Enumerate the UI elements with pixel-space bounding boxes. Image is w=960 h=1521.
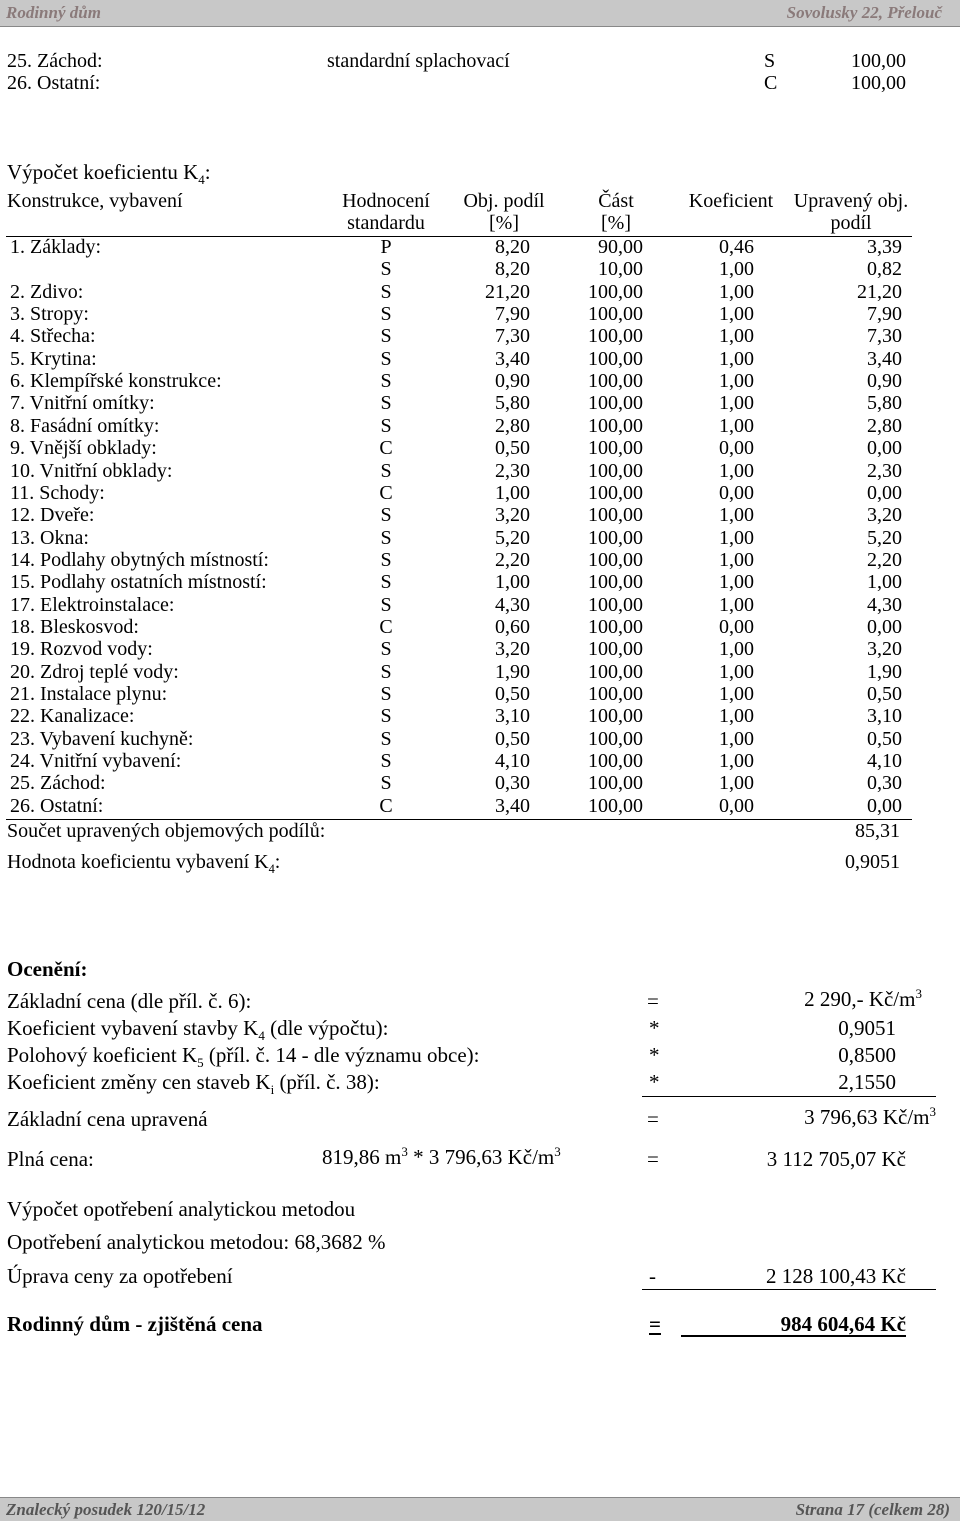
table-row — [0, 325, 960, 347]
page-header — [0, 0, 960, 27]
table-row — [0, 370, 960, 392]
row-rating: S — [380, 593, 392, 616]
row-rating: S — [380, 325, 392, 348]
footer-left: Znalecký posudek 120/15/12 — [6, 1500, 206, 1519]
row-adjusted: 1,00 — [867, 571, 902, 594]
item-grade: C — [764, 72, 778, 94]
row-construction: 8. Fasádní omítky: — [10, 414, 160, 437]
row-share: 3,10 — [495, 705, 530, 728]
final-value: 984 604,64 Kč — [660, 1312, 906, 1337]
item-value: 100,00 — [851, 50, 906, 72]
row-construction: 12. Dveře: — [10, 504, 95, 527]
row-part: 100,00 — [588, 280, 643, 303]
row-adjusted: 0,90 — [867, 370, 902, 393]
adj-value: 3 796,63 $Kč/m^3$ — [804, 1104, 936, 1129]
row-rating: S — [380, 683, 392, 705]
row-adjusted: 0,00 — [867, 481, 902, 504]
row-rating: S — [380, 347, 392, 370]
row-coef: 1,00 — [719, 414, 754, 437]
row-share: 5,80 — [495, 392, 530, 415]
row-construction: 23. Vybavení kuchyně: — [10, 727, 194, 750]
full-op: = — [647, 1147, 659, 1171]
row-construction: 2. Zdivo: — [10, 280, 84, 303]
k4-value: 0,9051 — [838, 1016, 896, 1040]
table-row — [0, 795, 960, 817]
full-value: 3 112 705,07 Kč — [766, 1147, 906, 1171]
row-part: 100,00 — [588, 392, 643, 415]
row-adjusted: 3,39 — [867, 236, 902, 258]
row-part: 100,00 — [588, 325, 643, 348]
table-row — [0, 258, 960, 280]
row-rating: C — [379, 437, 393, 460]
row-share: 3,20 — [495, 638, 530, 661]
sum-label: Součet upravených objemových podílů: — [7, 820, 326, 842]
row-part: 100,00 — [588, 548, 643, 571]
row-adjusted: 1,90 — [867, 660, 902, 683]
footer-right: Strana 17 (celkem 28) — [795, 1500, 950, 1519]
row-rating: S — [380, 638, 392, 661]
row-adjusted: 7,90 — [867, 303, 902, 326]
col-share-2: [%] — [489, 212, 519, 234]
col-coef: Koeficient — [688, 190, 774, 212]
row-adjusted: 5,20 — [867, 526, 902, 549]
wear-adj-label: Úprava ceny za opotřebení — [7, 1264, 233, 1288]
table-row — [0, 415, 960, 437]
ki-value: 2,1550 — [838, 1070, 896, 1094]
row-share: 1,90 — [495, 660, 530, 683]
row-share: 0,50 — [495, 683, 530, 705]
header-left: Rodinný dům — [6, 3, 101, 22]
valuation-title: Ocenění: — [7, 957, 88, 981]
table-row — [0, 705, 960, 727]
row-adjusted: 3,20 — [867, 504, 902, 527]
row-adjusted: 0,00 — [867, 615, 902, 638]
table-row — [0, 348, 960, 370]
col-rating-1: Hodnocení — [342, 190, 430, 212]
row-share: 4,10 — [495, 750, 530, 773]
row-adjusted: 21,20 — [857, 280, 902, 303]
row-adjusted: 0,00 — [867, 437, 902, 460]
ki-label: Koeficient změny cen staveb $K_i$ (příl. č. 38): — [7, 1070, 380, 1098]
row-share: 0,30 — [495, 772, 530, 795]
row-adjusted: 0,00 — [867, 794, 902, 817]
row-rating: S — [380, 392, 392, 415]
row-rating: S — [380, 526, 392, 549]
base-label: Základní cena (dle příl. č. 6): — [7, 989, 252, 1013]
row-coef: 1,00 — [719, 370, 754, 393]
row-construction: 1. Základy: — [10, 236, 102, 258]
row-adjusted: 4,10 — [867, 750, 902, 773]
row-coef: 1,00 — [719, 705, 754, 728]
row-coef: 1,00 — [719, 258, 754, 281]
row-part: 100,00 — [588, 772, 643, 795]
table-row — [0, 571, 960, 593]
row-adjusted: 3,10 — [867, 705, 902, 728]
row-rating: C — [379, 481, 393, 504]
row-adjusted: 0,50 — [867, 727, 902, 750]
row-coef: 1,00 — [719, 660, 754, 683]
row-share: 21,20 — [485, 280, 530, 303]
row-construction: 19. Rozvod vody: — [10, 638, 153, 661]
row-construction: 11. Schody: — [10, 481, 105, 504]
row-coef: 1,00 — [719, 683, 754, 705]
table-row — [0, 504, 960, 526]
row-share: 5,20 — [495, 526, 530, 549]
table-row — [0, 683, 960, 705]
row-coef: 1,00 — [719, 593, 754, 616]
row-part: 100,00 — [588, 750, 643, 773]
col-part-1: Část — [598, 190, 634, 212]
row-coef: 1,00 — [719, 280, 754, 303]
row-coef: 1,00 — [719, 325, 754, 348]
row-share: 0,90 — [495, 370, 530, 393]
coef-value: 0,9051 — [845, 851, 900, 873]
row-coef: 1,00 — [719, 504, 754, 527]
row-part: 100,00 — [588, 660, 643, 683]
item-description: standardní splachovací — [327, 50, 510, 72]
row-coef: 0,00 — [719, 437, 754, 460]
row-construction: 4. Střecha: — [10, 325, 96, 348]
base-value: 2 290,- $Kč/m^3$ — [804, 986, 922, 1011]
k4-op: * — [649, 1016, 660, 1040]
col-part-2: [%] — [601, 212, 631, 234]
row-rating: S — [380, 459, 392, 482]
row-part: 100,00 — [588, 683, 643, 705]
row-construction: 10. Vnitřní obklady: — [10, 459, 173, 482]
row-rating: C — [379, 615, 393, 638]
row-rating: S — [380, 303, 392, 326]
row-part: 90,00 — [598, 236, 643, 258]
row-part: 100,00 — [588, 593, 643, 616]
row-share: 3,40 — [495, 347, 530, 370]
row-adjusted: 3,20 — [867, 638, 902, 661]
ki-op: * — [649, 1070, 660, 1094]
row-rating: S — [380, 258, 392, 281]
k5-value: 0,8500 — [838, 1043, 896, 1067]
row-coef: 0,00 — [719, 794, 754, 817]
row-adjusted: 2,20 — [867, 548, 902, 571]
row-part: 100,00 — [588, 794, 643, 817]
k4-label: Koeficient vybavení stavby $K_4$ (dle výpočtu): — [7, 1016, 389, 1044]
table-row — [0, 437, 960, 459]
k5-label: Polohový koeficient $K_5$ (příl. č. 14 - dle významu obce): — [7, 1043, 480, 1071]
row-coef: 1,00 — [719, 303, 754, 326]
row-coef: 1,00 — [719, 727, 754, 750]
col-rating-2: standardu — [347, 212, 425, 234]
row-coef: 1,00 — [719, 392, 754, 415]
row-construction: 26. Ostatní: — [10, 794, 104, 817]
item-label: 26. Ostatní: — [7, 72, 101, 94]
row-share: 1,00 — [495, 571, 530, 594]
row-part: 100,00 — [588, 571, 643, 594]
row-rating: S — [380, 548, 392, 571]
row-rating: S — [380, 280, 392, 303]
row-rating: S — [380, 571, 392, 594]
row-coef: 0,00 — [719, 481, 754, 504]
row-adjusted: 0,30 — [867, 772, 902, 795]
row-adjusted: 2,30 — [867, 459, 902, 482]
row-coef: 1,00 — [719, 526, 754, 549]
full-calc: 819,86 $m^3 * 3$ 796,63 $Kč/m^3$ — [322, 1144, 561, 1169]
row-share: 1,00 — [495, 481, 530, 504]
row-part: 100,00 — [588, 504, 643, 527]
wear-adj-op: - — [649, 1264, 656, 1288]
page-footer — [0, 1497, 960, 1521]
row-construction: 17. Elektroinstalace: — [10, 593, 175, 616]
row-construction: 9. Vnější obklady: — [10, 437, 157, 460]
table-row — [0, 638, 960, 660]
top-item-row — [0, 72, 960, 94]
row-adjusted: 3,40 — [867, 347, 902, 370]
row-rating: P — [380, 236, 392, 258]
row-part: 100,00 — [588, 414, 643, 437]
table-row — [0, 460, 960, 482]
row-construction: 7. Vnitřní omítky: — [10, 392, 155, 415]
table-row — [0, 549, 960, 571]
row-part: 100,00 — [588, 437, 643, 460]
row-coef: 0,00 — [719, 615, 754, 638]
wear-method: Výpočet opotřebení analytickou metodou — [7, 1197, 356, 1221]
table-row — [0, 616, 960, 638]
header-right: Sovolusky 22, Přelouč — [786, 3, 942, 22]
row-coef: 1,00 — [719, 347, 754, 370]
row-part: 100,00 — [588, 481, 643, 504]
row-share: 0,60 — [495, 615, 530, 638]
table-row — [0, 392, 960, 414]
wear-adj-value: 2 128 100,43 Kč — [766, 1264, 906, 1288]
row-rating: S — [380, 370, 392, 393]
row-share: 0,50 — [495, 437, 530, 460]
sum-value: 85,31 — [855, 820, 900, 842]
row-construction: 24. Vnitřní vybavení: — [10, 750, 182, 773]
row-coef: 1,00 — [719, 750, 754, 773]
row-rating: S — [380, 750, 392, 773]
row-part: 100,00 — [588, 705, 643, 728]
row-part: 100,00 — [588, 526, 643, 549]
row-coef: 0,46 — [719, 236, 754, 258]
row-part: 100,00 — [588, 303, 643, 326]
table-row — [0, 750, 960, 772]
col-construction: Konstrukce, vybavení — [7, 190, 183, 212]
row-construction: 13. Okna: — [10, 526, 89, 549]
row-share: 7,30 — [495, 325, 530, 348]
valuation-rule-2 — [642, 1289, 936, 1290]
table-row — [0, 303, 960, 325]
row-part: 100,00 — [588, 370, 643, 393]
row-share: 8,20 — [495, 236, 530, 258]
table-row — [0, 728, 960, 750]
row-construction: 14. Podlahy obytných místností: — [10, 548, 269, 571]
item-label: 25. Záchod: — [7, 50, 103, 72]
row-coef: 1,00 — [719, 571, 754, 594]
row-adjusted: 7,30 — [867, 325, 902, 348]
table-row — [0, 527, 960, 549]
adj-op: = — [647, 1107, 659, 1131]
row-share: 3,20 — [495, 504, 530, 527]
row-coef: 1,00 — [719, 772, 754, 795]
row-rating: C — [379, 794, 393, 817]
table-row — [0, 281, 960, 303]
row-share: 2,80 — [495, 414, 530, 437]
row-share: 2,20 — [495, 548, 530, 571]
table-row — [0, 236, 960, 258]
row-construction: 18. Bleskosvod: — [10, 615, 139, 638]
row-construction: 15. Podlahy ostatních místností: — [10, 571, 267, 594]
table-row — [0, 661, 960, 683]
row-rating: S — [380, 772, 392, 795]
row-construction: 6. Klempířské konstrukce: — [10, 370, 222, 393]
row-share: 8,20 — [495, 258, 530, 281]
row-construction: 3. Stropy: — [10, 303, 89, 326]
row-coef: 1,00 — [719, 638, 754, 661]
adj-label: Základní cena upravená — [7, 1107, 208, 1131]
col-share-1: Obj. podíl — [463, 190, 545, 212]
item-grade: S — [764, 50, 776, 72]
valuation-rule-1 — [642, 1096, 936, 1097]
row-part: 100,00 — [588, 727, 643, 750]
table-row — [0, 594, 960, 616]
row-share: 2,30 — [495, 459, 530, 482]
col-adjusted-2: podíl — [830, 212, 872, 234]
row-rating: S — [380, 504, 392, 527]
row-construction: 20. Zdroj teplé vody: — [10, 660, 179, 683]
final-op: = — [649, 1312, 661, 1336]
row-adjusted: 0,82 — [867, 258, 902, 281]
row-share: 4,30 — [495, 593, 530, 616]
row-adjusted: 2,80 — [867, 414, 902, 437]
row-part: 100,00 — [588, 615, 643, 638]
row-construction: 5. Krytina: — [10, 347, 97, 370]
table-row — [0, 772, 960, 794]
row-coef: 1,00 — [719, 459, 754, 482]
item-value: 100,00 — [851, 72, 906, 94]
row-part: 100,00 — [588, 638, 643, 661]
row-adjusted: 5,80 — [867, 392, 902, 415]
row-adjusted: 4,30 — [867, 593, 902, 616]
col-adjusted-1: Upravený obj. — [793, 190, 909, 212]
row-construction: 21. Instalace plynu: — [10, 683, 168, 705]
coef-label: Hodnota koeficientu vybavení $K_4$: — [7, 851, 281, 876]
row-rating: S — [380, 705, 392, 728]
top-item-row — [0, 50, 960, 72]
row-coef: 1,00 — [719, 548, 754, 571]
row-rating: S — [380, 660, 392, 683]
row-adjusted: 0,50 — [867, 683, 902, 705]
row-rating: S — [380, 727, 392, 750]
k5-op: * — [649, 1043, 660, 1067]
row-share: 0,50 — [495, 727, 530, 750]
row-share: 3,40 — [495, 794, 530, 817]
full-label: Plná cena: — [7, 1147, 94, 1171]
row-share: 7,90 — [495, 303, 530, 326]
row-construction: 25. Záchod: — [10, 772, 106, 795]
table-row — [0, 482, 960, 504]
wear-value: Opotřebení analytickou metodou: 68,3682 % — [7, 1230, 386, 1254]
row-rating: S — [380, 414, 392, 437]
row-part: 10,00 — [598, 258, 643, 281]
base-op: = — [647, 989, 659, 1013]
k4-title: Výpočet koeficientu $K_4$: — [7, 160, 211, 188]
final-label: Rodinný dům - zjištěná cena — [7, 1312, 263, 1336]
row-construction: 22. Kanalizace: — [10, 705, 135, 728]
row-part: 100,00 — [588, 459, 643, 482]
row-part: 100,00 — [588, 347, 643, 370]
